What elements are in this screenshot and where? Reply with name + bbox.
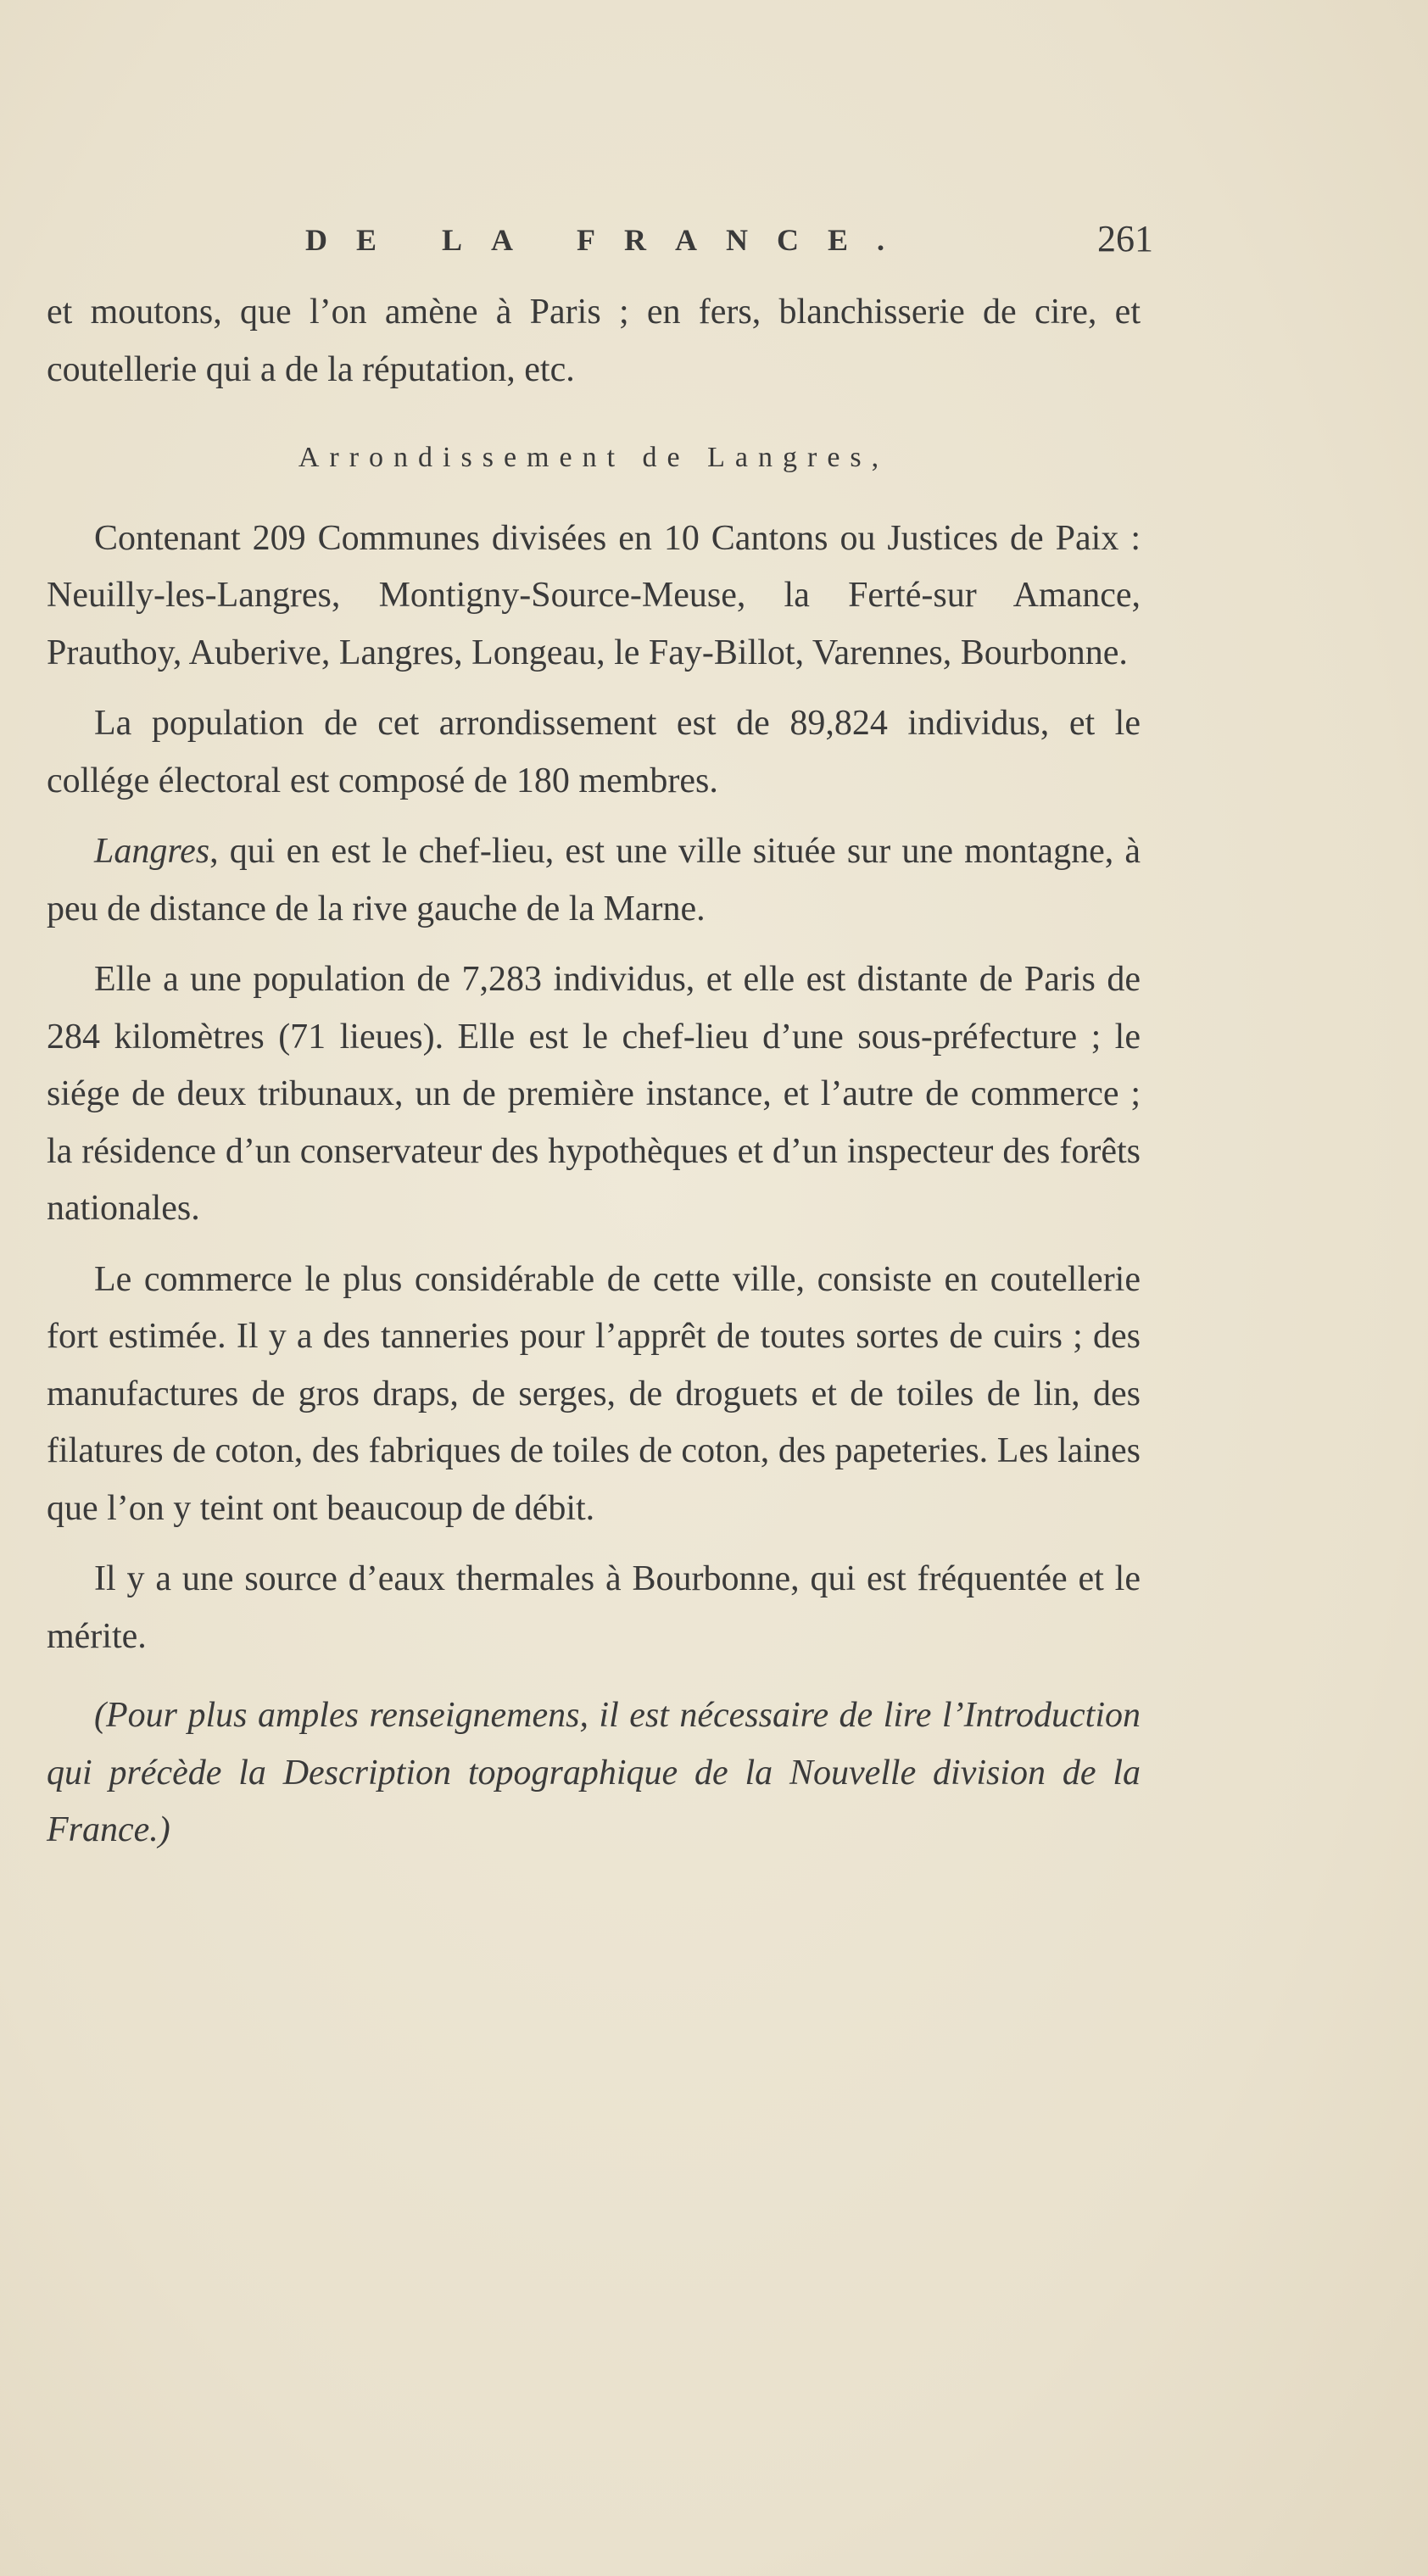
page-number: 261 bbox=[1097, 218, 1153, 259]
body-text bbox=[47, 284, 1141, 1860]
paragraph-commerce: Le commerce le plus considérable de cette ville, consiste en coutellerie fort estimée. Il y a des tanneries pour l’apprêt de toutes sortes de cuirs ; des manufactures de gros draps, de serges, de droguets et de toiles de lin, des filatures de coton, des fabriques de toiles de coton, des papeteries. Les laines que l’on y teint ont beaucoup de débit. bbox=[47, 1259, 1141, 1528]
paragraph-langres bbox=[47, 823, 1141, 938]
running-head: DE LA FRANCE. bbox=[305, 223, 914, 257]
paragraph-thermal: Il y a une source d’eaux thermales à Bourbonne, qui est fréquentée et le mérite. bbox=[47, 1559, 1141, 1656]
place-name-italic: Langres bbox=[94, 832, 210, 871]
section-heading: Arrondissement de Langres, bbox=[298, 442, 890, 473]
paragraph-city: Elle a une population de 7,283 individus, et elle est distante de Paris de 284 kilomètres (71 lieues). Elle est le chef-lieu d’une sous-préfecture ; le siége de deux tribunaux, un de première instance, et l’autre de commerce ; la résidence d’un conservateur des hypothèques et d’un inspecteur des forêts nationales. bbox=[47, 960, 1141, 1228]
paragraph-continuation: et moutons, que l’on amène à Paris ; en fers, blanchisserie de cire, et coutellerie qui a de la réputation, etc. bbox=[47, 293, 1141, 389]
footnote: (Pour plus amples renseignemens, il est nécessaire de lire l’Introduction qui précède la Description topographique de la Nouvelle division de la France.) bbox=[47, 1696, 1141, 1849]
page-header bbox=[288, 217, 1153, 276]
paragraph-population: La population de cet arrondissement est de 89,824 individus, et le collége électoral est composé de 180 membres. bbox=[47, 704, 1141, 800]
paragraph-langres-text: , qui en est le chef-lieu, est une ville située sur une montagne, à peu de distance de la rive gauche de la Marne. bbox=[47, 832, 1141, 928]
paragraph-communes: Contenant 209 Communes divisées en 10 Cantons ou Justices de Paix : Neuilly-les-Langres, Montigny-Source-Meuse, la Ferté-sur Amance, Prauthoy, Auberive, Langres, Longeau, le Fay-Billot, Varennes, Bourbonne. bbox=[47, 518, 1141, 672]
